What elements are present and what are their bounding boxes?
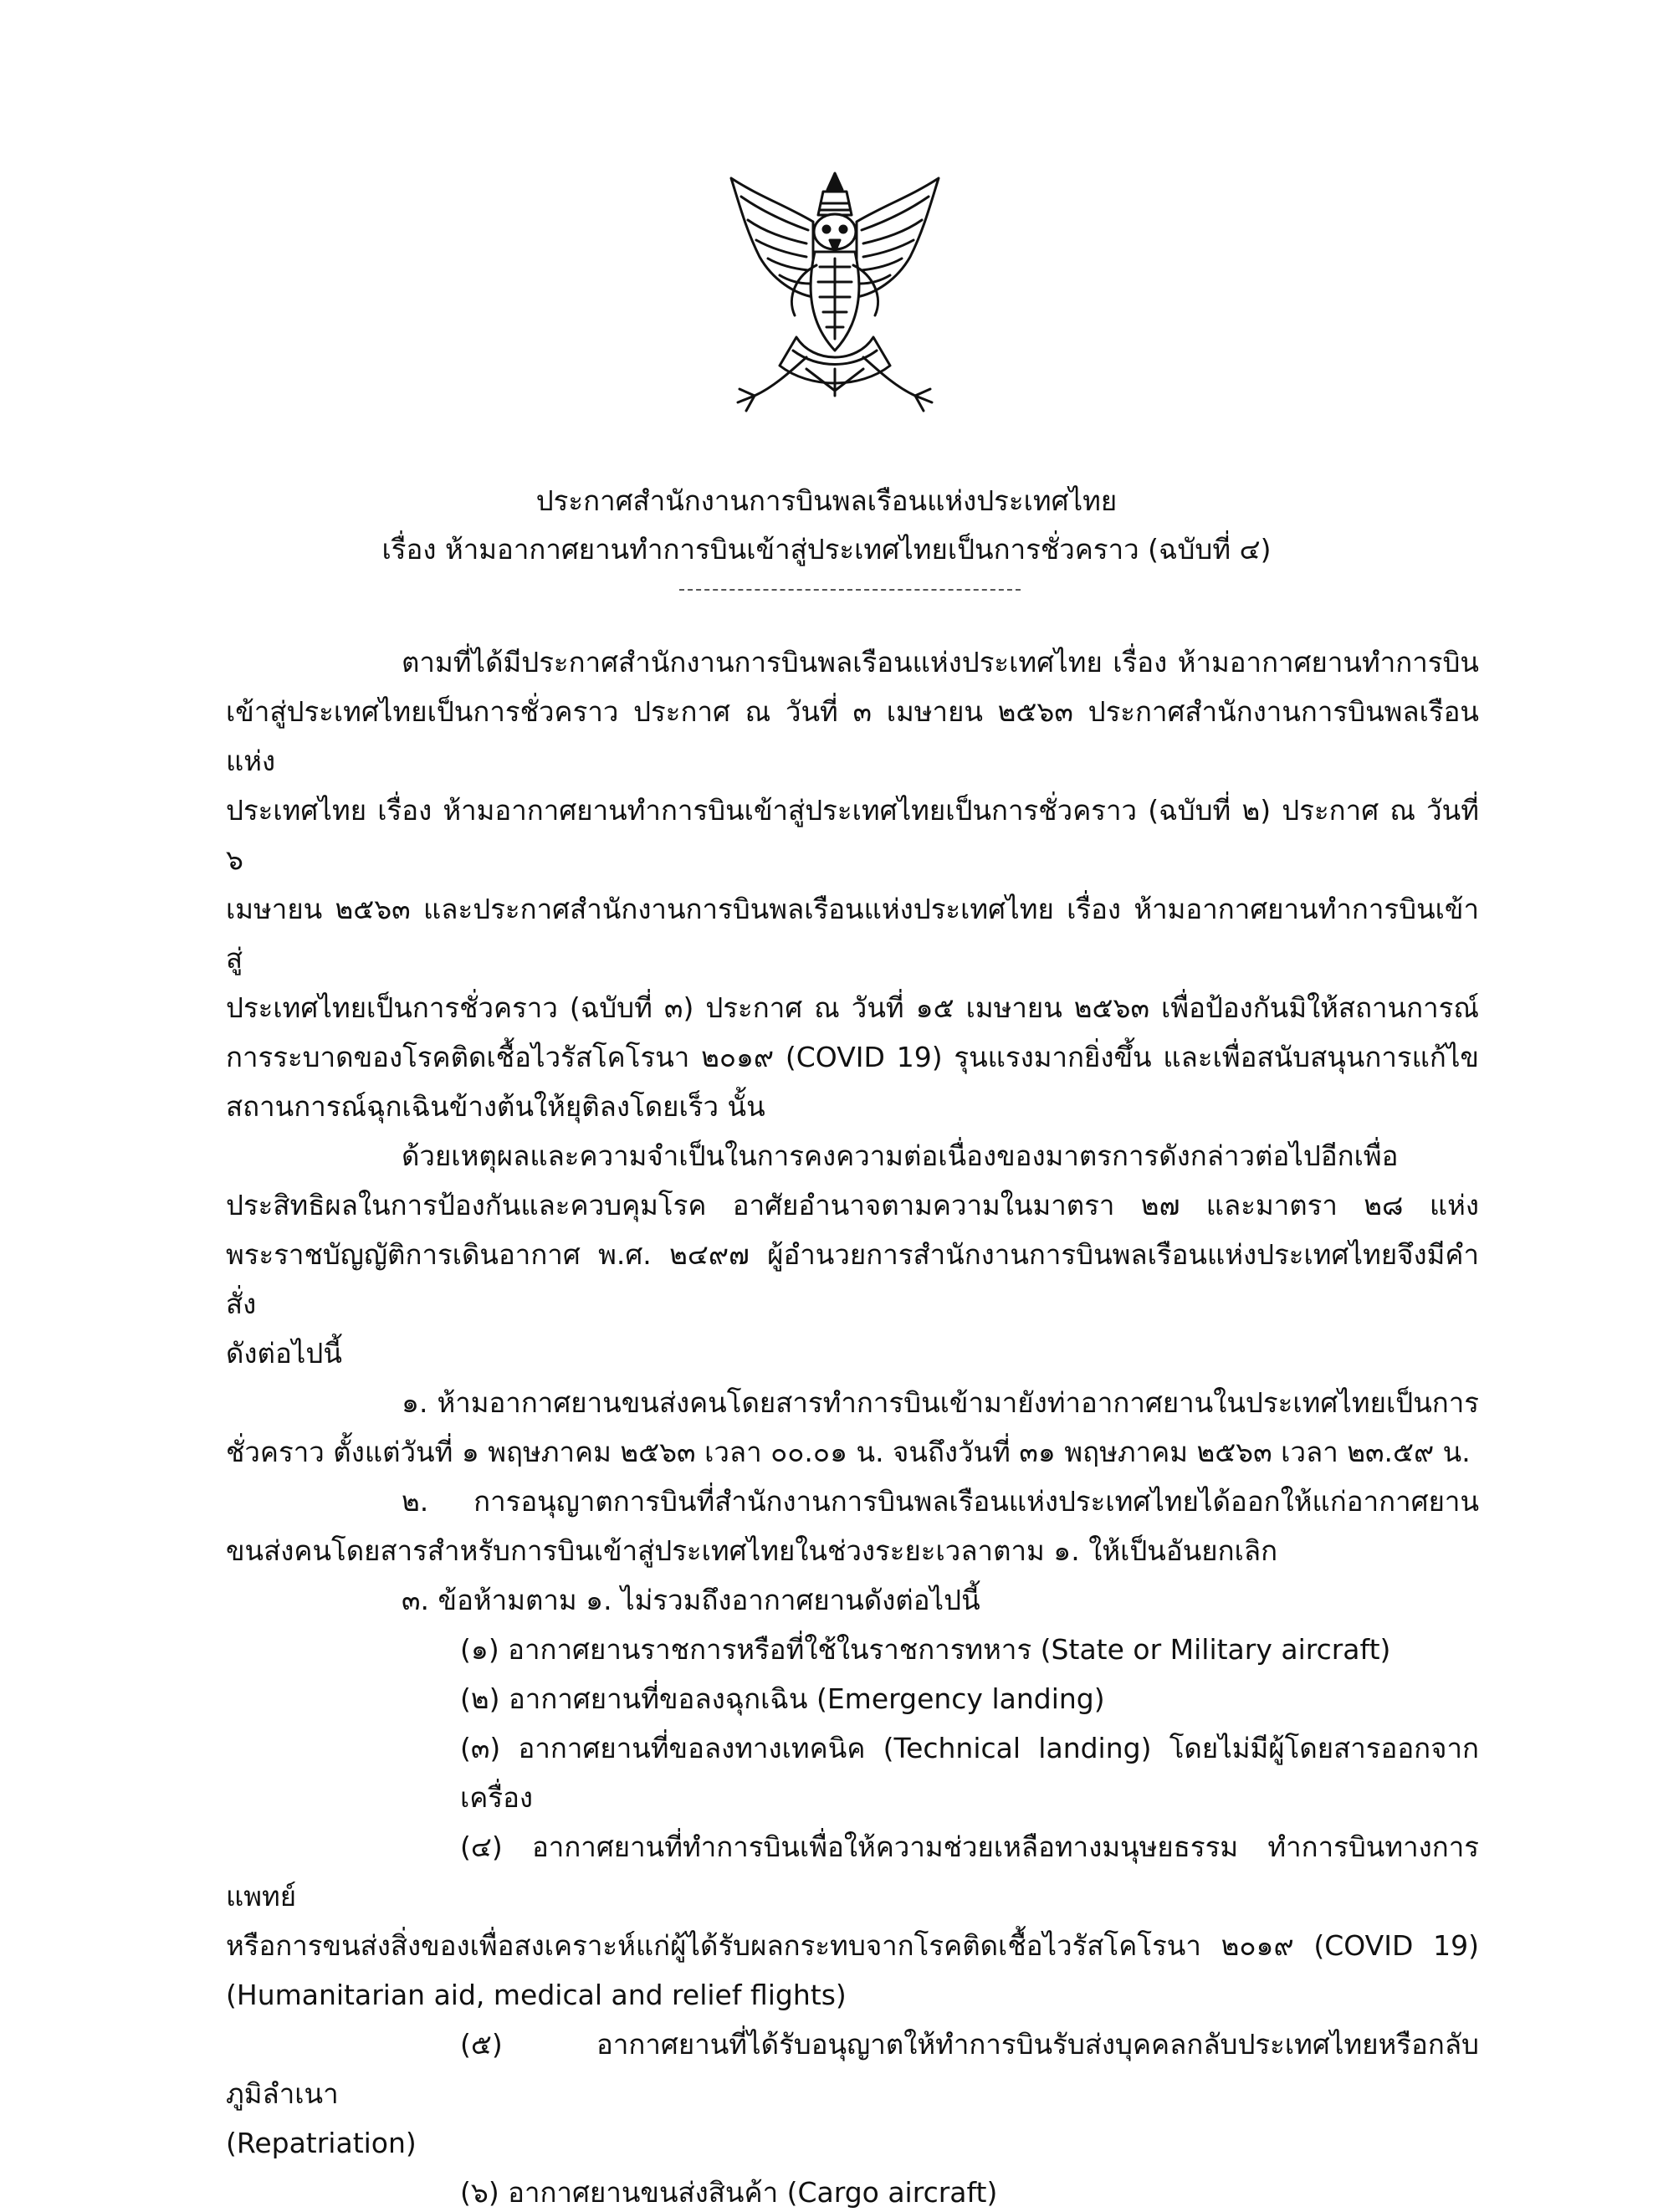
exemption-5-line: (Repatriation) <box>226 2127 417 2159</box>
preamble-line: เข้าสู่ประเทศไทยเป็นการชั่วคราว ประกาศ ณ วันที่ ๓ เมษายน ๒๕๖๓ ประกาศสำนักงานการบินพลเรือนแห่ง <box>226 695 1479 777</box>
preamble-line: ประเทศไทยเป็นการชั่วคราว (ฉบับที่ ๓) ประกาศ ณ วันที่ ๑๕ เมษายน ๒๕๖๓ เพื่อป้องกันมิให้สถานการณ์ <box>226 991 1479 1024</box>
exemption-5 <box>226 2020 1479 2168</box>
exemption-6: (๖) อากาศยานขนส่งสินค้า (Cargo aircraft) <box>460 2176 998 2209</box>
announcement-body <box>226 637 1479 2212</box>
preamble-paragraph <box>226 637 1479 1131</box>
exemption-3: (๓) อากาศยานที่ขอลงทางเทคนิค (Technical landing) โดยไม่มีผู้โดยสารออกจากเครื่อง <box>460 1732 1479 1814</box>
clause-1-line: ชั่วคราว ตั้งแต่วันที่ ๑ พฤษภาคม ๒๕๖๓ เวลา ๐๐.๐๑ น. จนถึงวันที่ ๓๑ พฤษภาคม ๒๕๖๓ เวลา ๒๓.๕๙ น. <box>226 1436 1471 1468</box>
reason-line: ดังต่อไปนี้ <box>226 1337 342 1370</box>
preamble-line: เมษายน ๒๕๖๓ และประกาศสำนักงานการบินพลเรือนแห่งประเทศไทย เรื่อง ห้ามอากาศยานทำการบินเข้าสู่ <box>226 893 1479 975</box>
clause-1-line: ๑. ห้ามอากาศยานขนส่งคนโดยสารทำการบินเข้ามายังท่าอากาศยานในประเทศไทยเป็นการ <box>402 1386 1479 1419</box>
exemption-1: (๑) อากาศยานราชการหรือที่ใช้ในราชการทหาร (State or Military aircraft) <box>460 1633 1391 1666</box>
preamble-line: ประเทศไทย เรื่อง ห้ามอากาศยานทำการบินเข้าสู่ประเทศไทยเป็นการชั่วคราว (ฉบับที่ ๒) ประกาศ ณ วันที่ ๖ <box>226 794 1479 876</box>
exemption-5-line: (๕) อากาศยานที่ได้รับอนุญาตให้ทำการบินรับส่งบุคคลกลับประเทศไทยหรือกลับภูมิลำเนา <box>226 2028 1479 2110</box>
exemption-4 <box>226 1822 1479 2020</box>
exemption-4-line: (๔) อากาศยานที่ทำการบินเพื่อให้ความช่วยเหลือทางมนุษยธรรม ทำการบินทางการแพทย์ <box>226 1831 1479 1912</box>
clause-1 <box>226 1378 1479 1477</box>
reason-line: ประสิทธิผลในการป้องกันและควบคุมโรค อาศัยอำนาจตามความในมาตรา ๒๗ และมาตรา ๒๘ แห่ง <box>226 1189 1479 1221</box>
garuda-emblem <box>726 172 944 422</box>
announcement-heading: ประกาศสำนักงานการบินพลเรือนแห่งประเทศไทย <box>535 484 1118 517</box>
clause-3: ๓. ข้อห้ามตาม ๑. ไม่รวมถึงอากาศยานดังต่อไปนี้ <box>402 1584 980 1616</box>
preamble-line: การระบาดของโรคติดเชื้อไวรัสโคโรนา ๒๐๑๙ (COVID 19) รุนแรงมากยิ่งขึ้น และเพื่อสนับสนุนการแก้ไข <box>226 1041 1479 1073</box>
clause-2-line: ขนส่งคนโดยสารสำหรับการบินเข้าสู่ประเทศไทยในช่วงระยะเวลาตาม ๑. ให้เป็นอันยกเลิก <box>226 1534 1278 1567</box>
title-divider <box>679 589 1021 591</box>
reason-paragraph <box>226 1131 1479 1378</box>
exemption-4-line: (Humanitarian aid, medical and relief flights) <box>226 1979 847 2011</box>
reason-line: พระราชบัญญัติการเดินอากาศ พ.ศ. ๒๔๙๗ ผู้อำนวยการสำนักงานการบินพลเรือนแห่งประเทศไทยจึงมีคำสั่ง <box>226 1238 1479 1320</box>
exemption-4-line: หรือการขนส่งสิ่งของเพื่อสงเคราะห์แก่ผู้ได้รับผลกระทบจากโรคติดเชื้อไวรัสโคโรนา ๒๐๑๙ (COVID 19) <box>226 1929 1479 1962</box>
exemption-2: (๒) อากาศยานที่ขอลงฉุกเฉิน (Emergency landing) <box>460 1682 1105 1715</box>
preamble-line: ตามที่ได้มีประกาศสำนักงานการบินพลเรือนแห่งประเทศไทย เรื่อง ห้ามอากาศยานทำการบิน <box>402 646 1479 678</box>
clause-2-line: ๒. การอนุญาตการบินที่สำนักงานการบินพลเรือนแห่งประเทศไทยได้ออกให้แก่อากาศยาน <box>402 1485 1479 1518</box>
reason-line: ด้วยเหตุผลและความจำเป็นในการคงความต่อเนื่องของมาตรการดังกล่าวต่อไปอีกเพื่อ <box>402 1139 1399 1172</box>
clause-2 <box>226 1477 1479 1575</box>
announcement-subject: เรื่อง ห้ามอากาศยานทำการบินเข้าสู่ประเทศไทยเป็นการชั่วคราว (ฉบับที่ ๔) <box>381 533 1272 566</box>
preamble-line: สถานการณ์ฉุกเฉินข้างต้นให้ยุติลงโดยเร็ว นั้น <box>226 1090 765 1123</box>
